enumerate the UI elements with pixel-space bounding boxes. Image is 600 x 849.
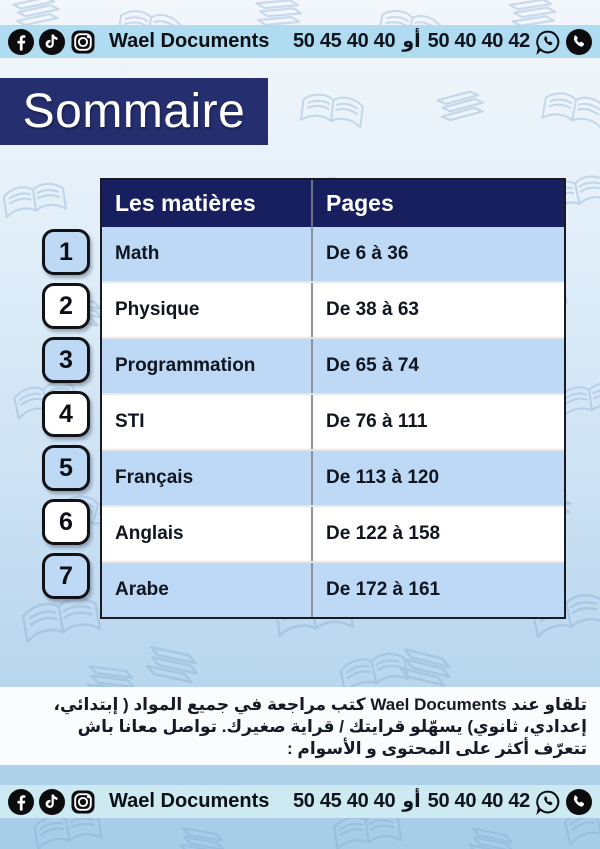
facebook-icon[interactable] — [8, 29, 34, 55]
subject-cell: STI — [102, 395, 313, 449]
whatsapp-icon[interactable] — [535, 29, 561, 55]
row-number-badge — [42, 283, 90, 329]
page-title: Sommaire — [22, 85, 246, 138]
phone-number-2: 50 40 40 42 — [427, 790, 530, 812]
pages-cell: De 113 à 120 — [326, 467, 440, 488]
tiktok-icon[interactable] — [39, 29, 65, 55]
page-title-box — [0, 78, 268, 145]
subject-cell: Français — [102, 451, 313, 505]
pages-cell: De 38 à 63 — [326, 299, 419, 320]
row-number-badge — [42, 553, 90, 599]
summary-table — [100, 178, 566, 619]
subject-cell: Math — [102, 227, 313, 281]
phone-number-1: 50 45 40 40 — [292, 790, 396, 812]
table-row — [102, 449, 564, 505]
subject-cell: Anglais — [102, 507, 313, 561]
table-row — [102, 561, 564, 617]
subject-cell: Programmation — [102, 339, 313, 393]
row-number: 3 — [59, 345, 73, 374]
row-number: 6 — [59, 507, 73, 536]
facebook-icon[interactable] — [8, 789, 34, 815]
phone-icon[interactable] — [566, 789, 592, 815]
row-number: 7 — [59, 561, 73, 590]
pages-cell: De 65 à 74 — [326, 355, 419, 376]
table-row — [102, 227, 564, 281]
or-word: أو — [402, 31, 421, 52]
header-subjects: Les matières — [102, 180, 313, 227]
note-line-2: إعدادي، ثانوي) يسهّلو قرايتك / قراية صغيرك. تواصل معانا باش — [77, 717, 587, 736]
phone-numbers — [293, 790, 530, 813]
brand-name: Wael Documents — [109, 790, 270, 812]
row-number: 4 — [59, 399, 73, 428]
top-contact-bar — [0, 25, 600, 58]
subject-cell: Arabe — [102, 563, 313, 617]
note-line-3: تتعرّف أكثر على المحتوى و الأسوام : — [287, 739, 587, 758]
tiktok-icon[interactable] — [39, 789, 65, 815]
row-number-badge — [42, 229, 90, 275]
subject-cell: Physique — [102, 283, 313, 337]
instagram-icon[interactable] — [70, 29, 96, 55]
phone-icon[interactable] — [566, 29, 592, 55]
row-number-badge — [42, 445, 90, 491]
phone-number-2: 50 40 40 42 — [427, 30, 530, 52]
table-row — [102, 337, 564, 393]
whatsapp-icon[interactable] — [535, 789, 561, 815]
pages-cell: De 6 à 36 — [326, 243, 409, 264]
table-row — [102, 505, 564, 561]
note-line-1: تلقاو عند Wael Documents كتب مراجعة في جميع المواد ( إبتدائي، — [53, 695, 587, 714]
arabic-note — [0, 687, 600, 765]
row-number-badge — [42, 391, 90, 437]
table-row — [102, 393, 564, 449]
or-word: أو — [402, 791, 421, 812]
table-header-row — [102, 180, 564, 227]
table-row — [102, 281, 564, 337]
row-number: 2 — [59, 291, 73, 320]
bottom-contact-bar — [0, 785, 600, 818]
row-number-badge — [42, 337, 90, 383]
row-number: 1 — [59, 237, 73, 266]
header-pages: Pages — [326, 190, 394, 216]
pages-cell: De 172 à 161 — [326, 579, 441, 600]
pages-cell: De 76 à 111 — [326, 411, 428, 432]
row-number-badge — [42, 499, 90, 545]
row-number: 5 — [59, 453, 73, 482]
pages-cell: De 122 à 158 — [326, 523, 441, 544]
phone-number-1: 50 45 40 40 — [292, 30, 396, 52]
instagram-icon[interactable] — [70, 789, 96, 815]
phone-numbers — [293, 30, 530, 53]
brand-name: Wael Documents — [109, 30, 270, 52]
